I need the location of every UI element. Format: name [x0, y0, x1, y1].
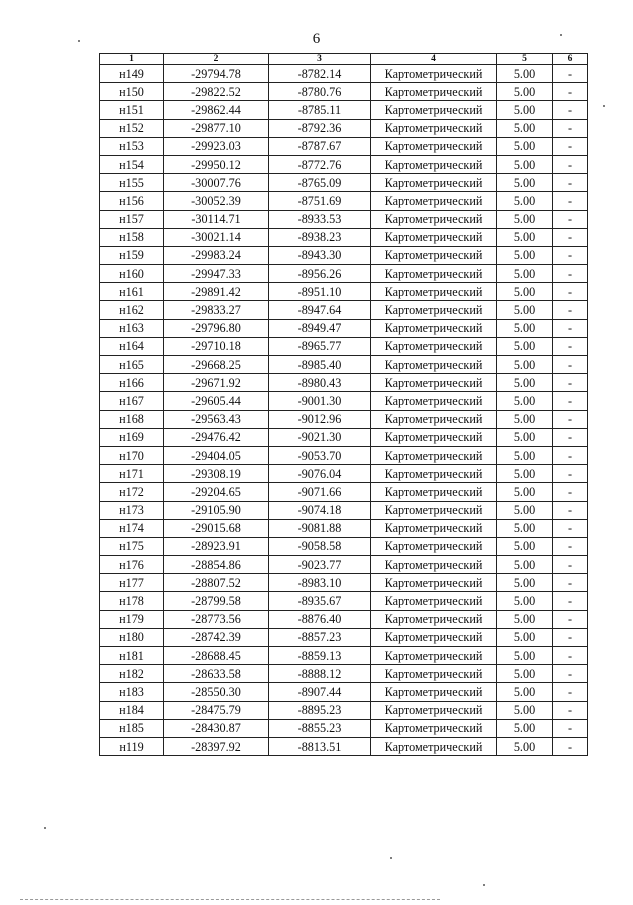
- point-id-cell: н160: [100, 265, 164, 283]
- point-id-cell: н180: [100, 628, 164, 646]
- table-row: [100, 83, 588, 101]
- y-coordinate-cell: -9023.77: [269, 556, 371, 574]
- method-cell: Картометрический: [371, 446, 497, 464]
- y-coordinate-cell: -8956.26: [269, 265, 371, 283]
- y-coordinate-cell: -8876.40: [269, 610, 371, 628]
- method-cell: Картометрический: [371, 174, 497, 192]
- note-cell: -: [553, 428, 588, 446]
- scan-speck: [560, 34, 562, 36]
- note-cell: -: [553, 665, 588, 683]
- accuracy-cell: 5.00: [497, 556, 553, 574]
- method-cell: Картометрический: [371, 501, 497, 519]
- table-row: [100, 610, 588, 628]
- x-coordinate-cell: -30007.76: [164, 174, 269, 192]
- note-cell: -: [553, 701, 588, 719]
- point-id-cell: н179: [100, 610, 164, 628]
- x-coordinate-cell: -28742.39: [164, 628, 269, 646]
- table-body: [100, 65, 588, 756]
- accuracy-cell: 5.00: [497, 374, 553, 392]
- accuracy-cell: 5.00: [497, 337, 553, 355]
- table-row: [100, 701, 588, 719]
- column-header: 4: [371, 54, 497, 65]
- point-id-cell: н155: [100, 174, 164, 192]
- table-row: [100, 137, 588, 155]
- x-coordinate-cell: -30114.71: [164, 210, 269, 228]
- note-cell: -: [553, 83, 588, 101]
- accuracy-cell: 5.00: [497, 174, 553, 192]
- method-cell: Картометрический: [371, 556, 497, 574]
- table-row: [100, 356, 588, 374]
- y-coordinate-cell: -9053.70: [269, 446, 371, 464]
- accuracy-cell: 5.00: [497, 665, 553, 683]
- accuracy-cell: 5.00: [497, 701, 553, 719]
- table-row: [100, 319, 588, 337]
- accuracy-cell: 5.00: [497, 301, 553, 319]
- point-id-cell: н183: [100, 683, 164, 701]
- point-id-cell: н153: [100, 137, 164, 155]
- x-coordinate-cell: -29105.90: [164, 501, 269, 519]
- method-cell: Картометрический: [371, 592, 497, 610]
- y-coordinate-cell: -8980.43: [269, 374, 371, 392]
- note-cell: -: [553, 628, 588, 646]
- note-cell: -: [553, 65, 588, 83]
- x-coordinate-cell: -29710.18: [164, 337, 269, 355]
- method-cell: Картометрический: [371, 574, 497, 592]
- point-id-cell: н169: [100, 428, 164, 446]
- accuracy-cell: 5.00: [497, 628, 553, 646]
- method-cell: Картометрический: [371, 65, 497, 83]
- note-cell: -: [553, 283, 588, 301]
- method-cell: Картометрический: [371, 119, 497, 137]
- y-coordinate-cell: -8813.51: [269, 737, 371, 755]
- method-cell: Картометрический: [371, 683, 497, 701]
- point-id-cell: н164: [100, 337, 164, 355]
- table-row: [100, 210, 588, 228]
- y-coordinate-cell: -8947.64: [269, 301, 371, 319]
- point-id-cell: н184: [100, 701, 164, 719]
- method-cell: Картометрический: [371, 465, 497, 483]
- point-id-cell: н168: [100, 410, 164, 428]
- table-row: [100, 155, 588, 173]
- x-coordinate-cell: -28923.91: [164, 537, 269, 555]
- accuracy-cell: 5.00: [497, 428, 553, 446]
- method-cell: Картометрический: [371, 537, 497, 555]
- note-cell: -: [553, 319, 588, 337]
- note-cell: -: [553, 647, 588, 665]
- x-coordinate-cell: -29950.12: [164, 155, 269, 173]
- note-cell: -: [553, 374, 588, 392]
- note-cell: -: [553, 265, 588, 283]
- point-id-cell: н159: [100, 246, 164, 264]
- accuracy-cell: 5.00: [497, 65, 553, 83]
- y-coordinate-cell: -8907.44: [269, 683, 371, 701]
- y-coordinate-cell: -8782.14: [269, 65, 371, 83]
- note-cell: -: [553, 410, 588, 428]
- x-coordinate-cell: -28799.58: [164, 592, 269, 610]
- y-coordinate-cell: -8780.76: [269, 83, 371, 101]
- table-row: [100, 519, 588, 537]
- x-coordinate-cell: -28807.52: [164, 574, 269, 592]
- y-coordinate-cell: -8935.67: [269, 592, 371, 610]
- note-cell: -: [553, 719, 588, 737]
- point-id-cell: н165: [100, 356, 164, 374]
- x-coordinate-cell: -29822.52: [164, 83, 269, 101]
- table-row: [100, 537, 588, 555]
- point-id-cell: н150: [100, 83, 164, 101]
- x-coordinate-cell: -29563.43: [164, 410, 269, 428]
- x-coordinate-cell: -29204.65: [164, 483, 269, 501]
- method-cell: Картометрический: [371, 665, 497, 683]
- x-coordinate-cell: -29862.44: [164, 101, 269, 119]
- accuracy-cell: 5.00: [497, 119, 553, 137]
- y-coordinate-cell: -8938.23: [269, 228, 371, 246]
- point-id-cell: н154: [100, 155, 164, 173]
- accuracy-cell: 5.00: [497, 101, 553, 119]
- point-id-cell: н171: [100, 465, 164, 483]
- point-id-cell: н177: [100, 574, 164, 592]
- accuracy-cell: 5.00: [497, 210, 553, 228]
- method-cell: Картометрический: [371, 410, 497, 428]
- column-header: 5: [497, 54, 553, 65]
- note-cell: -: [553, 465, 588, 483]
- x-coordinate-cell: -29891.42: [164, 283, 269, 301]
- column-header: 6: [553, 54, 588, 65]
- accuracy-cell: 5.00: [497, 83, 553, 101]
- x-coordinate-cell: -28475.79: [164, 701, 269, 719]
- y-coordinate-cell: -9001.30: [269, 392, 371, 410]
- method-cell: Картометрический: [371, 301, 497, 319]
- note-cell: -: [553, 119, 588, 137]
- accuracy-cell: 5.00: [497, 719, 553, 737]
- accuracy-cell: 5.00: [497, 265, 553, 283]
- note-cell: -: [553, 301, 588, 319]
- note-cell: -: [553, 446, 588, 464]
- point-id-cell: н181: [100, 647, 164, 665]
- y-coordinate-cell: -9021.30: [269, 428, 371, 446]
- y-coordinate-cell: -8785.11: [269, 101, 371, 119]
- table-row: [100, 65, 588, 83]
- note-cell: -: [553, 574, 588, 592]
- table-row: [100, 337, 588, 355]
- accuracy-cell: 5.00: [497, 246, 553, 264]
- accuracy-cell: 5.00: [497, 483, 553, 501]
- y-coordinate-cell: -9074.18: [269, 501, 371, 519]
- table-row: [100, 592, 588, 610]
- y-coordinate-cell: -8855.23: [269, 719, 371, 737]
- y-coordinate-cell: -8965.77: [269, 337, 371, 355]
- accuracy-cell: 5.00: [497, 446, 553, 464]
- method-cell: Картометрический: [371, 483, 497, 501]
- table-row: [100, 283, 588, 301]
- y-coordinate-cell: -8949.47: [269, 319, 371, 337]
- y-coordinate-cell: -8765.09: [269, 174, 371, 192]
- page-number: 6: [312, 31, 321, 47]
- y-coordinate-cell: -8787.67: [269, 137, 371, 155]
- x-coordinate-cell: -28550.30: [164, 683, 269, 701]
- coordinates-table: [99, 53, 588, 756]
- method-cell: Картометрический: [371, 374, 497, 392]
- point-id-cell: н119: [100, 737, 164, 755]
- note-cell: -: [553, 101, 588, 119]
- y-coordinate-cell: -8933.53: [269, 210, 371, 228]
- point-id-cell: н167: [100, 392, 164, 410]
- note-cell: -: [553, 246, 588, 264]
- note-cell: -: [553, 737, 588, 755]
- table-row: [100, 665, 588, 683]
- x-coordinate-cell: -28430.87: [164, 719, 269, 737]
- method-cell: Картометрический: [371, 265, 497, 283]
- accuracy-cell: 5.00: [497, 574, 553, 592]
- note-cell: -: [553, 537, 588, 555]
- note-cell: -: [553, 356, 588, 374]
- table-row: [100, 446, 588, 464]
- method-cell: Картометрический: [371, 519, 497, 537]
- method-cell: Картометрический: [371, 210, 497, 228]
- x-coordinate-cell: -28854.86: [164, 556, 269, 574]
- accuracy-cell: 5.00: [497, 155, 553, 173]
- accuracy-cell: 5.00: [497, 737, 553, 755]
- accuracy-cell: 5.00: [497, 283, 553, 301]
- y-coordinate-cell: -8943.30: [269, 246, 371, 264]
- y-coordinate-cell: -8859.13: [269, 647, 371, 665]
- accuracy-cell: 5.00: [497, 356, 553, 374]
- method-cell: Картометрический: [371, 101, 497, 119]
- table-row: [100, 737, 588, 755]
- table-row: [100, 174, 588, 192]
- table-row: [100, 246, 588, 264]
- point-id-cell: н166: [100, 374, 164, 392]
- note-cell: -: [553, 501, 588, 519]
- x-coordinate-cell: -29404.05: [164, 446, 269, 464]
- method-cell: Картометрический: [371, 719, 497, 737]
- point-id-cell: н157: [100, 210, 164, 228]
- method-cell: Картометрический: [371, 283, 497, 301]
- method-cell: Картометрический: [371, 737, 497, 755]
- x-coordinate-cell: -29671.92: [164, 374, 269, 392]
- note-cell: -: [553, 337, 588, 355]
- method-cell: Картометрический: [371, 647, 497, 665]
- method-cell: Картометрический: [371, 701, 497, 719]
- accuracy-cell: 5.00: [497, 519, 553, 537]
- table-row: [100, 483, 588, 501]
- y-coordinate-cell: -8792.36: [269, 119, 371, 137]
- accuracy-cell: 5.00: [497, 647, 553, 665]
- point-id-cell: н175: [100, 537, 164, 555]
- point-id-cell: н178: [100, 592, 164, 610]
- column-header: 1: [100, 54, 164, 65]
- x-coordinate-cell: -28633.58: [164, 665, 269, 683]
- y-coordinate-cell: -9076.04: [269, 465, 371, 483]
- note-cell: -: [553, 210, 588, 228]
- method-cell: Картометрический: [371, 155, 497, 173]
- y-coordinate-cell: -8772.76: [269, 155, 371, 173]
- accuracy-cell: 5.00: [497, 392, 553, 410]
- note-cell: -: [553, 155, 588, 173]
- accuracy-cell: 5.00: [497, 465, 553, 483]
- table-row: [100, 719, 588, 737]
- point-id-cell: н151: [100, 101, 164, 119]
- point-id-cell: н162: [100, 301, 164, 319]
- y-coordinate-cell: -8951.10: [269, 283, 371, 301]
- table-row: [100, 574, 588, 592]
- x-coordinate-cell: -29476.42: [164, 428, 269, 446]
- accuracy-cell: 5.00: [497, 537, 553, 555]
- table-row: [100, 101, 588, 119]
- method-cell: Картометрический: [371, 337, 497, 355]
- note-cell: -: [553, 137, 588, 155]
- y-coordinate-cell: -9071.66: [269, 483, 371, 501]
- y-coordinate-cell: -9081.88: [269, 519, 371, 537]
- x-coordinate-cell: -28688.45: [164, 647, 269, 665]
- table-row: [100, 374, 588, 392]
- accuracy-cell: 5.00: [497, 228, 553, 246]
- method-cell: Картометрический: [371, 228, 497, 246]
- note-cell: -: [553, 392, 588, 410]
- x-coordinate-cell: -29015.68: [164, 519, 269, 537]
- point-id-cell: н161: [100, 283, 164, 301]
- y-coordinate-cell: -8888.12: [269, 665, 371, 683]
- method-cell: Картометрический: [371, 137, 497, 155]
- point-id-cell: н172: [100, 483, 164, 501]
- point-id-cell: н149: [100, 65, 164, 83]
- scan-speck: [603, 105, 605, 107]
- scan-speck: [44, 827, 46, 829]
- x-coordinate-cell: -29983.24: [164, 246, 269, 264]
- scan-speck: [483, 884, 485, 886]
- column-header: 3: [269, 54, 371, 65]
- table-row: [100, 556, 588, 574]
- x-coordinate-cell: -28397.92: [164, 737, 269, 755]
- point-id-cell: н182: [100, 665, 164, 683]
- y-coordinate-cell: -8751.69: [269, 192, 371, 210]
- table-row: [100, 301, 588, 319]
- point-id-cell: н158: [100, 228, 164, 246]
- scan-speck: [78, 40, 80, 42]
- method-cell: Картометрический: [371, 392, 497, 410]
- method-cell: Картометрический: [371, 83, 497, 101]
- x-coordinate-cell: -28773.56: [164, 610, 269, 628]
- x-coordinate-cell: -29877.10: [164, 119, 269, 137]
- accuracy-cell: 5.00: [497, 610, 553, 628]
- table-row: [100, 465, 588, 483]
- y-coordinate-cell: -8857.23: [269, 628, 371, 646]
- x-coordinate-cell: -29947.33: [164, 265, 269, 283]
- accuracy-cell: 5.00: [497, 137, 553, 155]
- x-coordinate-cell: -29923.03: [164, 137, 269, 155]
- accuracy-cell: 5.00: [497, 683, 553, 701]
- table-row: [100, 265, 588, 283]
- column-header: 2: [164, 54, 269, 65]
- x-coordinate-cell: -29794.78: [164, 65, 269, 83]
- note-cell: -: [553, 228, 588, 246]
- table-row: [100, 647, 588, 665]
- table-row: [100, 192, 588, 210]
- x-coordinate-cell: -29668.25: [164, 356, 269, 374]
- y-coordinate-cell: -8985.40: [269, 356, 371, 374]
- x-coordinate-cell: -30052.39: [164, 192, 269, 210]
- table-row: [100, 428, 588, 446]
- point-id-cell: н156: [100, 192, 164, 210]
- method-cell: Картометрический: [371, 428, 497, 446]
- scan-edge-strip: [20, 899, 440, 902]
- scan-speck: [390, 857, 392, 859]
- note-cell: -: [553, 483, 588, 501]
- table-row: [100, 228, 588, 246]
- note-cell: -: [553, 610, 588, 628]
- x-coordinate-cell: -30021.14: [164, 228, 269, 246]
- note-cell: -: [553, 592, 588, 610]
- table-row: [100, 683, 588, 701]
- x-coordinate-cell: -29308.19: [164, 465, 269, 483]
- note-cell: -: [553, 556, 588, 574]
- note-cell: -: [553, 683, 588, 701]
- accuracy-cell: 5.00: [497, 592, 553, 610]
- point-id-cell: н173: [100, 501, 164, 519]
- table-row: [100, 119, 588, 137]
- table-row: [100, 501, 588, 519]
- method-cell: Картометрический: [371, 319, 497, 337]
- method-cell: Картометрический: [371, 192, 497, 210]
- point-id-cell: н163: [100, 319, 164, 337]
- method-cell: Картометрический: [371, 246, 497, 264]
- table-row: [100, 410, 588, 428]
- method-cell: Картометрический: [371, 356, 497, 374]
- x-coordinate-cell: -29605.44: [164, 392, 269, 410]
- y-coordinate-cell: -8983.10: [269, 574, 371, 592]
- accuracy-cell: 5.00: [497, 410, 553, 428]
- note-cell: -: [553, 174, 588, 192]
- table-header-row: [100, 54, 588, 65]
- table-row: [100, 392, 588, 410]
- point-id-cell: н176: [100, 556, 164, 574]
- table-row: [100, 628, 588, 646]
- point-id-cell: н185: [100, 719, 164, 737]
- y-coordinate-cell: -8895.23: [269, 701, 371, 719]
- method-cell: Картометрический: [371, 628, 497, 646]
- y-coordinate-cell: -9058.58: [269, 537, 371, 555]
- point-id-cell: н152: [100, 119, 164, 137]
- x-coordinate-cell: -29796.80: [164, 319, 269, 337]
- note-cell: -: [553, 192, 588, 210]
- point-id-cell: н174: [100, 519, 164, 537]
- x-coordinate-cell: -29833.27: [164, 301, 269, 319]
- accuracy-cell: 5.00: [497, 319, 553, 337]
- note-cell: -: [553, 519, 588, 537]
- accuracy-cell: 5.00: [497, 192, 553, 210]
- point-id-cell: н170: [100, 446, 164, 464]
- accuracy-cell: 5.00: [497, 501, 553, 519]
- method-cell: Картометрический: [371, 610, 497, 628]
- y-coordinate-cell: -9012.96: [269, 410, 371, 428]
